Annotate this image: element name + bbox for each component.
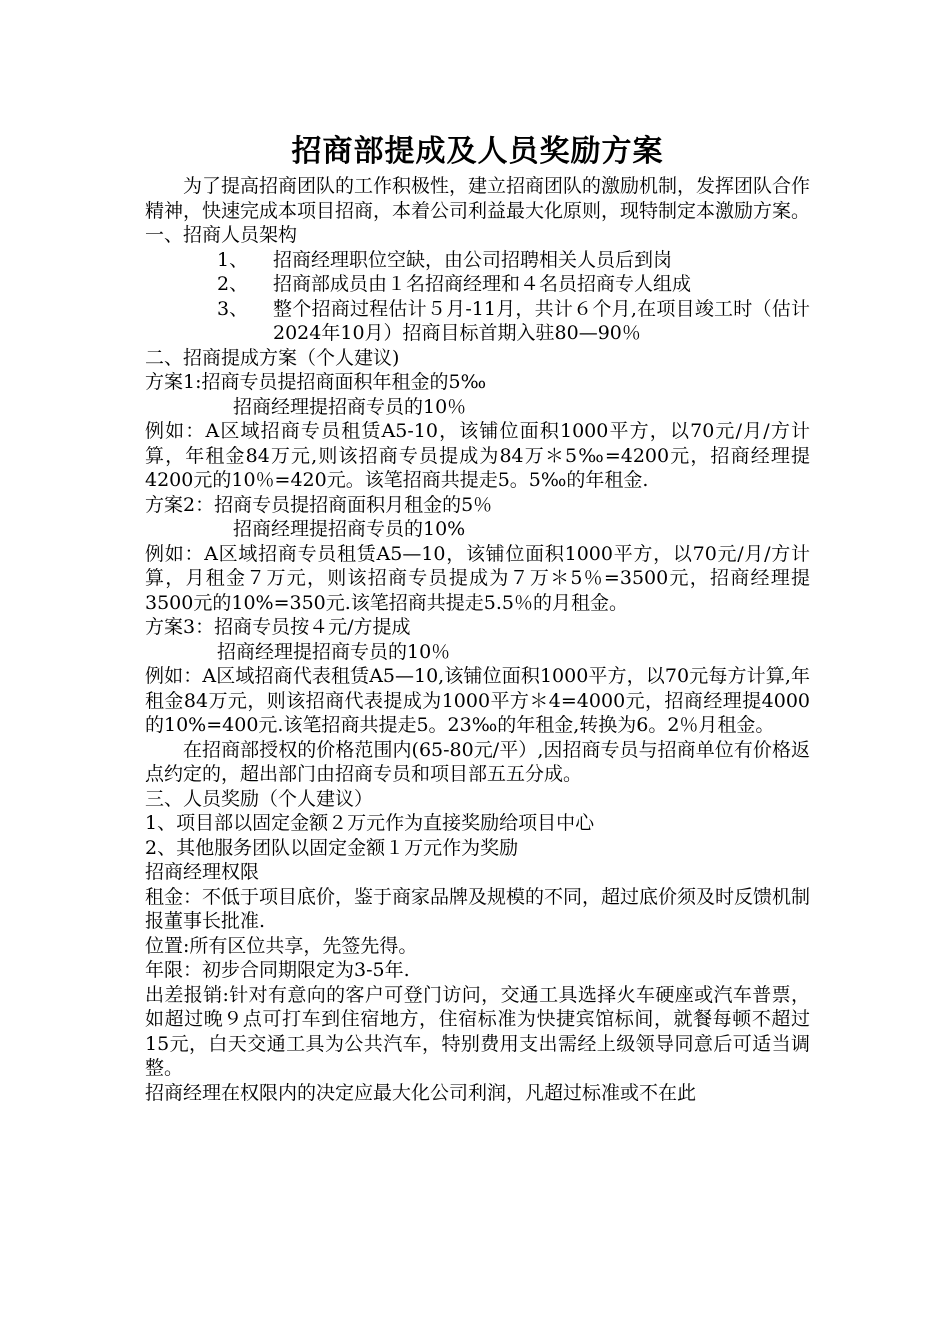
plan-1-title: 方案1:招商专员提招商面积年租金的5‰ — [145, 371, 487, 393]
list-item — [145, 272, 810, 297]
document-title: 招商部提成及人员奖励方案 — [291, 134, 664, 169]
authority-term: 年限：初步合同期限定为3-5年. — [145, 959, 410, 981]
manager-authority-heading: 招商经理权限 — [145, 861, 260, 883]
list-item — [145, 297, 810, 346]
authority-last-line: 招商经理在权限内的决定应最大化公司利润，凡超过标准或不在此 — [145, 1081, 697, 1104]
plan-1-manager: 招商经理提招商专员的10％ — [233, 395, 467, 418]
plan-3-title: 方案3：招商专员按４元/方提成 — [145, 616, 411, 638]
plan-3-manager: 招商经理提招商专员的10％ — [217, 640, 451, 663]
authority-location: 位置:所有区位共享，先签先得。 — [145, 934, 418, 957]
list-item-number: 3、 — [217, 297, 249, 320]
plan-3-example: 例如：A区域招商代表租赁A5—10,该铺位面积1000平方，以70元每方计算,年租金84万元，则该招商代表提成为1000平方＊4=4000元，招商经理提4000的10%=400元.该笔招商共提走5。23‰的年租金,转换为6。2％月租金。 — [145, 665, 810, 736]
list-item-text: 招商部成员由１名招商经理和４名员招商专人组成 — [273, 273, 692, 295]
plan-2-manager: 招商经理提招商专员的10% — [233, 518, 466, 540]
list-item-text: 招商经理职位空缺，由公司招聘相关人员后到岗 — [273, 248, 673, 271]
list-item-number: 2、 — [217, 273, 249, 295]
list-item — [145, 248, 810, 273]
document-page — [145, 128, 810, 1105]
section-2-heading: 二、招商提成方案（个人建议) — [145, 346, 400, 369]
authority-rent: 租金：不低于项目底价，鉴于商家品牌及规模的不同，超过底价须及时反馈机制报董事长批准. — [145, 885, 811, 932]
section-1-heading: 一、招商人员架构 — [145, 224, 298, 246]
reward-item-1: 1、项目部以固定金额２万元作为直接奖励给项目中心 — [145, 812, 595, 834]
authority-travel: 出差报销:针对有意向的客户可登门访问，交通工具选择火车硬座或汽车普票，如超过晚９点可打车到住宿地方，住宿标准为快捷宾馆标间，就餐每顿不超过15元，白天交通工具为公共汽车，特别费用支出需经上级领导同意后可适当调整。 — [145, 983, 810, 1079]
list-item-text: 整个招商过程估计５月-11月，共计６个月,在项目竣工时（估计2024年10月）招商目标首期入驻80—90％ — [273, 297, 810, 344]
section-3-heading: 三、人员奖励（个人建议） — [145, 787, 374, 810]
plan-2-example: 例如：A区域招商专员租赁A5—10，该铺位面积1000平方，以70元/月/方计算，月租金７万元，则该招商专员提成为７万＊5％=3500元，招商经理提3500元的10%=350元.该笔招商共提走5.5％的月租金。 — [145, 542, 810, 614]
list-item-number: 1、 — [217, 248, 249, 271]
price-range-note: 在招商部授权的价格范围内(65-80元/平）,因招商专员与招商单位有价格返点约定的，超出部门由招商专员和项目部五五分成。 — [145, 738, 810, 785]
reward-item-2: 2、其他服务团队以固定金额１万元作为奖励 — [145, 836, 519, 859]
plan-2-title: 方案2：招商专员提招商面积月租金的5％ — [145, 493, 493, 516]
intro-paragraph: 为了提高招商团队的工作积极性，建立招商团队的激励机制，发挥团队合作精神，快速完成本项目招商，本着公司利益最大化原则，现特制定本激励方案。 — [145, 175, 811, 222]
plan-1-example: 例如：A区域招商专员租赁A5-10，该铺位面积1000平方，以70元/月/方计算，年租金84万元,则该招商专员提成为84万＊5‰=4200元，招商经理提4200元的10％=420元。该笔招商共提走5。5‰的年租金. — [145, 420, 810, 491]
